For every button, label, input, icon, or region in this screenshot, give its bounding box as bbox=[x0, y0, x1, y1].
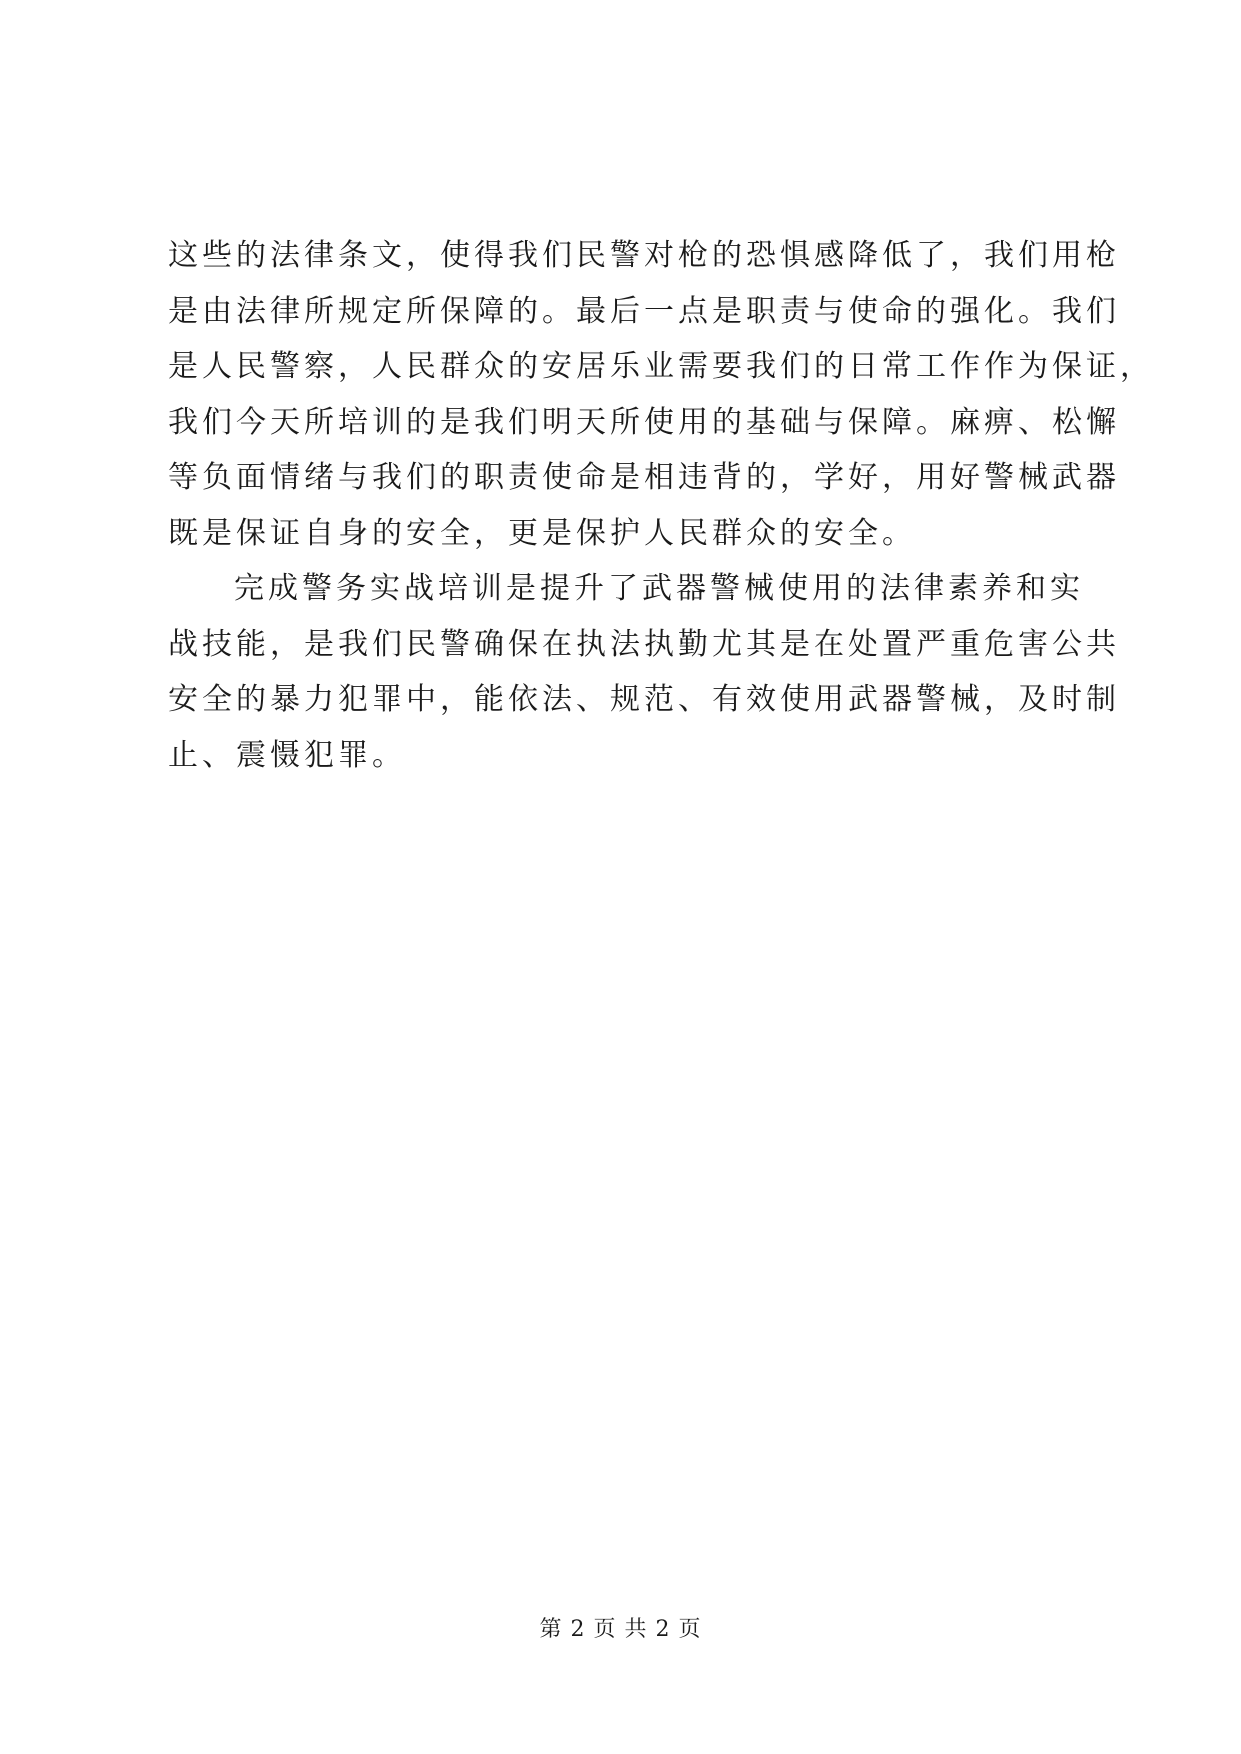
text-line: 等负面情绪与我们的职责使命是相违背的，学好，用好警械武器 bbox=[168, 460, 1120, 495]
text-line: 是由法律所规定所保障的。最后一点是职责与使命的强化。我们 bbox=[168, 293, 1120, 329]
text-line: 安全的暴力犯罪中，能依法、规范、有效使用武器警械，及时制 bbox=[168, 682, 1120, 717]
page-number-footer: 第 2 页 共 2 页 bbox=[539, 1617, 702, 1642]
text-line: 既是保证自身的安全，更是保护人民群众的安全。 bbox=[168, 515, 916, 551]
body-text bbox=[168, 228, 1154, 783]
text-line: 我们今天所培训的是我们明天所使用的基础与保障。麻痹、松懈 bbox=[168, 404, 1120, 440]
text-line: 止、震慑犯罪。 bbox=[168, 737, 406, 773]
text-line: 战技能，是我们民警确保在执法执勤尤其是在处置严重危害公共 bbox=[168, 626, 1120, 662]
paragraph-first-line: 完成警务实战培训是提升了武器警械使用的法律素养和实 bbox=[234, 571, 1084, 606]
text-line: 是人民警察，人民群众的安居乐业需要我们的日常工作作为保证， bbox=[168, 349, 1154, 384]
text-line: 这些的法律条文，使得我们民警对枪的恐惧感降低了，我们用枪 bbox=[168, 238, 1120, 273]
